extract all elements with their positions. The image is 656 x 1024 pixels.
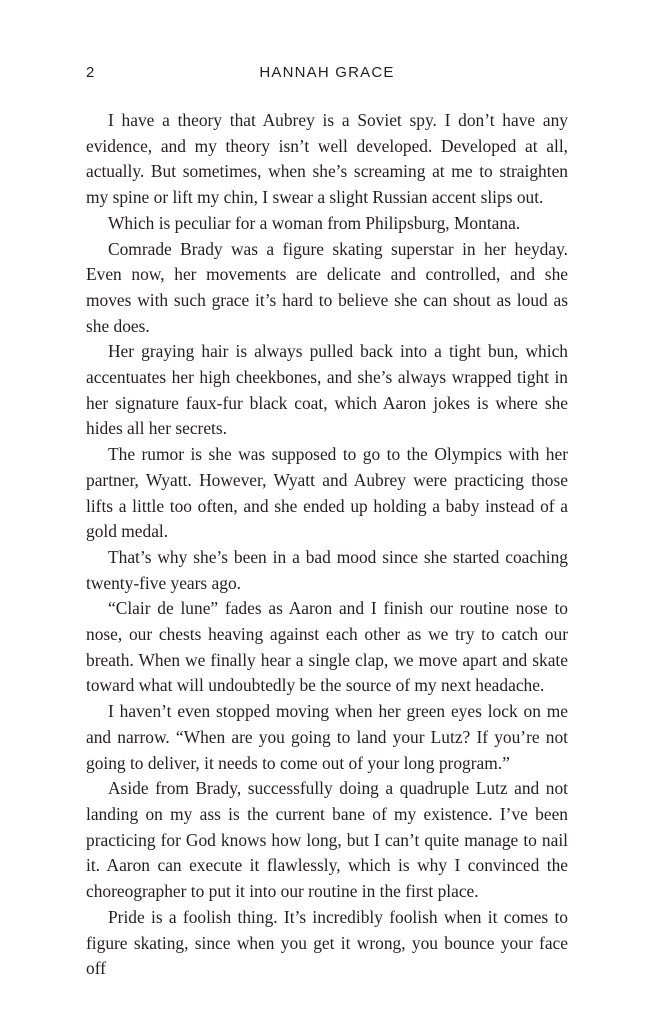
- body-text: [86, 108, 568, 982]
- author-name: HANNAH GRACE: [259, 64, 395, 81]
- paragraph: Aside from Brady, successfully doing a quadruple Lutz and not landing on my ass is the current bane of my existence. I’ve been practicing for God knows how long, but I can’t quite manage to nail it. Aaron can execute it flawlessly, which is why I convinced the choreographer to put it into our routine in the first place.: [86, 778, 568, 902]
- paragraph: I haven’t even stopped moving when her green eyes lock on me and narrow. “When are you going to land your Lutz? If you’re not going to deliver, it needs to come out of your long program.”: [86, 701, 568, 773]
- paragraph: Her graying hair is always pulled back into a tight bun, which accentuates her high cheekbones, and she’s always wrapped tight in her signature faux-fur black coat, which Aaron jokes is where she hides all her secrets.: [86, 341, 568, 439]
- running-head: [86, 64, 568, 84]
- paragraph: I have a theory that Aubrey is a Soviet spy. I don’t have any evidence, and my theory isn’t well developed. Developed at all, actually. But sometimes, when she’s screaming at me to straighten my spine or lift my chin, I swear a slight Russian accent slips out.: [86, 110, 568, 208]
- paragraph: The rumor is she was supposed to go to the Olympics with her partner, Wyatt. However, Wyatt and Aubrey were practicing those lifts a little too often, and she ended up holding a baby instead of a gold medal.: [86, 444, 568, 542]
- paragraph: Which is peculiar for a woman from Philipsburg, Montana.: [108, 212, 521, 233]
- paragraph: Pride is a foolish thing. It’s incredibly foolish when it comes to figure skating, since when you get it wrong, you bounce your face off: [86, 906, 568, 979]
- paragraph: “Clair de lune” fades as Aaron and I finish our routine nose to nose, our chests heaving against each other as we try to catch our breath. When we finally hear a single clap, we move apart and skate toward what will undoubtedly be the source of my next headache.: [86, 598, 568, 696]
- page-number: 2: [86, 64, 96, 81]
- paragraph: Comrade Brady was a figure skating superstar in her heyday. Even now, her movements are delicate and controlled, and she moves with such grace it’s hard to believe she can shout as loud as she does.: [86, 238, 568, 336]
- paragraph: That’s why she’s been in a bad mood since she started coaching twenty-five years ago.: [86, 546, 568, 593]
